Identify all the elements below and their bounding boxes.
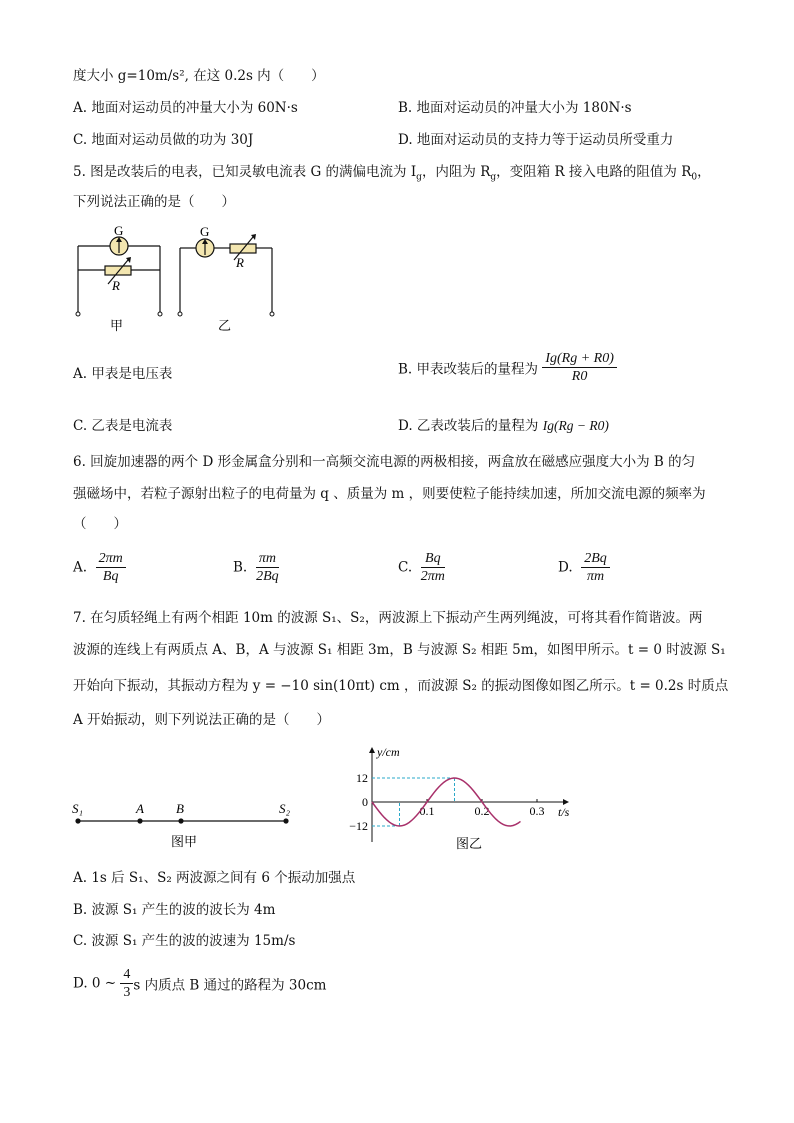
fig-yi-label: 乙	[218, 318, 232, 333]
q7-option-a[interactable]: A. 1s 后 S₁、S₂ 两波源之间有 6 个振动加强点	[73, 870, 356, 886]
q7-option-c[interactable]: C. 波源 S₁ 产生的波的波速为 15m/s	[73, 933, 296, 949]
q5-circuit-figures	[70, 222, 290, 334]
caption-yi: 图乙	[456, 836, 483, 851]
q7-stem-line4: A 开始振动，则下列说法正确的是（ ）	[73, 712, 331, 728]
y-tick-label: 0	[362, 795, 368, 809]
x-tick-label: 0.1	[419, 804, 435, 818]
label-a: A	[136, 801, 144, 816]
point-s2	[283, 818, 288, 823]
circuit-yi	[180, 237, 272, 312]
y-tick-label: 12	[356, 771, 368, 785]
q7-stem-line2: 波源的连线上有两质点 A、B，A 与波源 S₁ 相距 3m，B 与波源 S₂ 相距 5m，如图甲所示。t = 0 时波源 S₁	[73, 642, 726, 658]
q5-option-a[interactable]: A. 甲表是电压表	[73, 366, 173, 382]
y-tick-label: −12	[349, 819, 368, 833]
q6-option-b[interactable]: B. $\frac{\pi m}{2Bq}$	[233, 551, 279, 584]
q6-stem-line1: 6. 回旋加速器的两个 D 形金属盒分别和一高频交流电源的两极相接，两盒放在磁感应强度大小为 B 的匀	[73, 454, 696, 470]
q5-option-d[interactable]: D. 乙表改装后的量程为 Ig(Rg − R0)	[398, 418, 609, 434]
q7-stem-line3: 开始向下振动，其振动方程为 y = −10 sin(10πt) cm ，而波源 S₂ 的振动图像如图乙所示。t = 0.2s 时质点	[73, 678, 729, 694]
q7-d-fraction: $\frac{4}{3}$	[120, 966, 133, 1001]
caption-jia: 图甲	[171, 834, 198, 849]
q6-stem-line2: 强磁场中，若粒子源射出粒子的电荷量为 q 、质量为 m ，则要使粒子能持续加速，所加交流电源的频率为	[73, 486, 706, 502]
q6-option-d[interactable]: D. $\frac{2Bq}{\pi m}$	[558, 550, 610, 585]
terminal-jia-right	[158, 312, 162, 316]
q5-option-c[interactable]: C. 乙表是电流表	[73, 418, 173, 434]
r-label-jia: R	[112, 278, 120, 293]
q4-option-a[interactable]: A. 地面对运动员的冲量大小为 60N·s	[73, 100, 298, 116]
point-s1	[75, 818, 80, 823]
q6-a-fraction: $\frac{2\pi m}{Bq}$	[96, 550, 126, 585]
r-label-yi: R	[236, 255, 244, 270]
label-b: B	[176, 801, 184, 816]
q6-option-c[interactable]: C. $\frac{Bq}{2\pi m}$	[398, 551, 445, 584]
y-axis-label: y/cm	[377, 745, 400, 759]
x-tick-label: 0.2	[474, 804, 490, 818]
q6-d-fraction: $\frac{2Bq}{\pi m}$	[581, 550, 610, 585]
g-label-yi: G	[200, 224, 210, 239]
q7-stem-line1: 7. 在匀质轻绳上有两个相距 10m 的波源 S₁、S₂，两波源上下振动产生两列绳波，可将其看作简谐波。两	[73, 610, 703, 626]
label-s2: S₂	[279, 801, 291, 816]
q7-option-b[interactable]: B. 波源 S₁ 产生的波的波长为 4m	[73, 902, 276, 918]
point-a	[137, 818, 142, 823]
q5-stem-line2: 下列说法正确的是（ ）	[73, 194, 235, 210]
q7-option-d[interactable]: D. 0 ~ $\frac{4}{3}$ s 内质点 B 通过的路程为 30cm	[73, 967, 327, 1000]
q4-option-d[interactable]: D. 地面对运动员的支持力等于运动员所受重力	[398, 132, 674, 148]
q6-option-a[interactable]: A. $\frac{2\pi m}{Bq}$	[73, 550, 126, 585]
q6-c-fraction: $\frac{Bq}{2\pi m}$	[420, 551, 445, 584]
terminal-jia-left	[76, 312, 80, 316]
q5-stem-line1: 5. 图是改装后的电表，已知灵敏电流表 G 的满偏电流为 $I_g$，内阻为 $R_g$，变阻箱 R 接入电路的阻值为 $R_0$，	[73, 164, 711, 183]
q4-option-b[interactable]: B. 地面对运动员的冲量大小为 180N·s	[398, 100, 632, 116]
q5-b-fraction: $\frac{Ig(Rg + R0)}{R0}$	[542, 350, 617, 385]
g-label-jia: G	[114, 223, 124, 238]
label-s1: S₁	[72, 801, 84, 816]
q7-figure-jia	[68, 796, 298, 856]
q5-option-b[interactable]: B. 甲表改装后的量程为 $\frac{Ig(Rg + R0)}{R0}$	[398, 350, 617, 385]
q6-stem-line3: （ ）	[73, 516, 127, 532]
q6-b-fraction: $\frac{\pi m}{2Bq}$	[256, 551, 279, 584]
x-axis-label: t/s	[558, 805, 570, 819]
q4-stem-tail: 度大小 g=10m/s², 在这 0.2s 内（ ）	[73, 68, 325, 84]
fig-jia-label: 甲	[110, 318, 124, 333]
terminal-yi-left	[178, 312, 182, 316]
circuit-jia	[78, 237, 160, 312]
point-b	[178, 818, 183, 823]
x-tick-label: 0.3	[529, 804, 545, 818]
q4-option-c[interactable]: C. 地面对运动员做的功为 30J	[73, 132, 254, 148]
terminal-yi-right	[270, 312, 274, 316]
q7-figure-yi-chart	[330, 738, 590, 854]
